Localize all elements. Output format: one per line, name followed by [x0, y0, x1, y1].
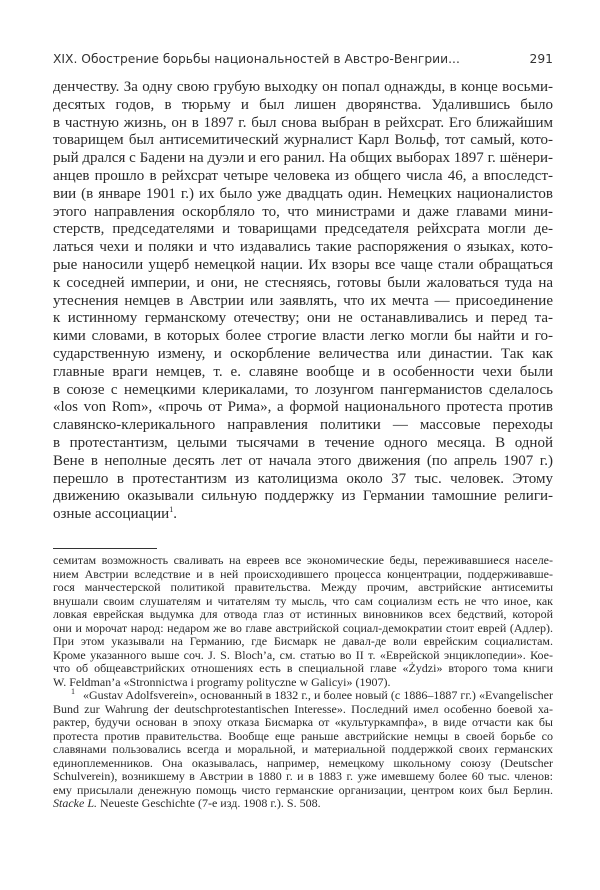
text-line: рые наносили ущерб немецкой нации. Их взоры все чаще стали обращаться: [53, 256, 553, 273]
running-header: [53, 52, 553, 72]
running-title: XIX. Обострение борьбы национальностей в Австро-Венгрии...: [53, 52, 460, 66]
text-line: [53, 506, 553, 524]
footnote-line: нием Австрии вследствие и в ней происходившего процесса концентрации, поддерживавше-: [53, 566, 553, 581]
text-line: к соседней империи, и они, не стесняясь, готовы были жаловаться туда на: [53, 274, 553, 291]
text-line: десятых годов, в тюрьму и был лишен дворянства. Удалившись было: [53, 96, 553, 113]
text-line: анцев прошло в рейхсрат четыре человека из общего числа 46, а впоследст-: [53, 167, 553, 184]
text-line: в союзе с немецкими клерикалами, то лозунгом пангерманистов сделалось: [53, 381, 553, 398]
footnote-reference[interactable]: 1: [169, 505, 174, 515]
page-number: 291: [529, 52, 553, 66]
main-text: [53, 79, 553, 524]
footnote-line: При этом указывали на Германию, где Бисмарк не давал-де воли еврейским социалистам.: [53, 634, 553, 648]
text-line: в протестантизм, целыми тысячами в течение одного месяца. В одной: [53, 434, 553, 451]
footnote-line: Schulverein), возникшему в Австрии в 1880 г. и в 1883 г. уже имевшему более 60 тыс. членов:: [53, 769, 553, 783]
footnote-line: ловкая еврейская выдумка для отвода глаз от истинных виновников всех бедствий, которой: [53, 607, 553, 621]
text-line: Вене в неполные десять лет от начала этого движения (по апрель 1907 г.): [53, 452, 553, 469]
text-line: рый дрался с Бадени на дуэли и его ранил. На общих выборах 1897 г. шёнери-: [53, 150, 553, 167]
citation-author: Stacke L.: [53, 796, 97, 810]
footnote-line: единоплеменников. Она оказывалась, например, немецкому школьному союзу (Deutscher: [53, 755, 553, 770]
text-line: стерств, председателями и товарищами председателя рейхсрата могли де-: [53, 221, 553, 238]
footnote-line: гося манчестерской политикой правительства. Между прочим, австрийские антисемиты: [53, 580, 553, 594]
text-line: славянско-клерикального направления политики — массовые переходы: [53, 417, 553, 434]
citation-title: Neueste Geschichte (7-е изд. 1908 г.). S. 508.: [97, 796, 321, 810]
text-line: главные враги немцев, т. е. славяне вообще и в особенности чехи были: [53, 363, 553, 380]
footnote-line: Bund zur Wahrung der deutschprotestantischen Interesse». Последний имел особенно боевой ха-: [53, 701, 553, 716]
footnote-line: славянами пользовались всегда и моральной, и материальной поддержкой своих германских: [53, 742, 553, 756]
text-line: к истинному германскому отечеству; они не останавливались и перед та-: [53, 310, 553, 327]
text-line: этого направления оскорбляло то, что министрами и даже главами мини-: [53, 203, 553, 220]
text-line: перешло в протестантизм из католицизма около 37 тыс. человек. Этому: [53, 470, 553, 487]
text-line: кими словами, в которых более строгие власти легко могли бы найти и го-: [53, 328, 553, 345]
text-line: утеснения немцев в Австрии или заявлять, что их мечта — присоединение: [53, 292, 553, 309]
footnote-line: Кроме указанного выше соч. J. S. Bloch’a, см. статью во II т. «Еврейской энциклопедии». Кое-: [53, 647, 553, 662]
footnote-line: протеста против правительства. Вообще еще раньше австрийские немцы в своей борьбе со: [53, 728, 553, 743]
footnote-divider: [53, 548, 157, 549]
text-line: денчеству. За одну свою грубую выходку он попал однажды, в конце восьми-: [53, 79, 553, 95]
text-line: движению оказывали сильную поддержку из Германии тамошние религи-: [53, 488, 553, 505]
citation-line: [53, 797, 553, 811]
footnote-line: W. Feldman’a «Stronnictwa i programy polityczne w Galicyi» (1907).: [53, 674, 391, 689]
text-line: товарищем был антисемитический журналист Карл Вольф, тот самый, кото-: [53, 132, 553, 149]
footnote-line: они и морочат народ: недаром же во главе австрийской социал-демократии стоит еврей (Адлер).: [53, 620, 553, 635]
footnote-line: что об общеавстрийских отношениях есть в специальной главе «Żydzi» второго тома книги: [53, 661, 553, 675]
footnote-text: «Gustav Adolfsverein», основанный в 1832 г., и более новый (с 1886–1887 гг.) «Evangelischer: [83, 688, 553, 702]
text-line: сударственную измену, и оскорбление величества или династии. Так как: [53, 345, 553, 362]
footnote-line: внушали своим слушателям и читателям ту мысль, что сам социализм есть не что иное, как: [53, 593, 553, 608]
footnote-line: рактер, будучи основан в эпоху отказа Бисмарка от «культуркампфа», в виде отчасти как бы: [53, 715, 553, 729]
footnote-line: семитам возможность сваливать на евреев все экономические беды, переживавшиеся населе-: [53, 553, 553, 567]
footnote-number: 1: [71, 687, 75, 696]
footnote-line: ему присылали денежную помощь чисто германские организации, центром коих был Берлин.: [53, 782, 553, 797]
text-line: «los von Rom», «прочь от Рима», а формой национального протеста против: [53, 399, 553, 416]
footnotes: [53, 554, 553, 811]
text-line-content: озные ассоциации: [53, 506, 170, 523]
text-line: вии (в январе 1901 г.) их было уже двадцать один. Немецких националистов: [53, 185, 553, 202]
punctuation: .: [173, 506, 177, 523]
text-line: в частную жизнь, он в 1897 г. был снова выбран в рейхсрат. Его ближайшим: [53, 114, 553, 131]
footnote-line: [53, 689, 553, 703]
text-line: латься чехи и поляки и что издавались такие распоряжения о языках, кото-: [53, 239, 553, 256]
